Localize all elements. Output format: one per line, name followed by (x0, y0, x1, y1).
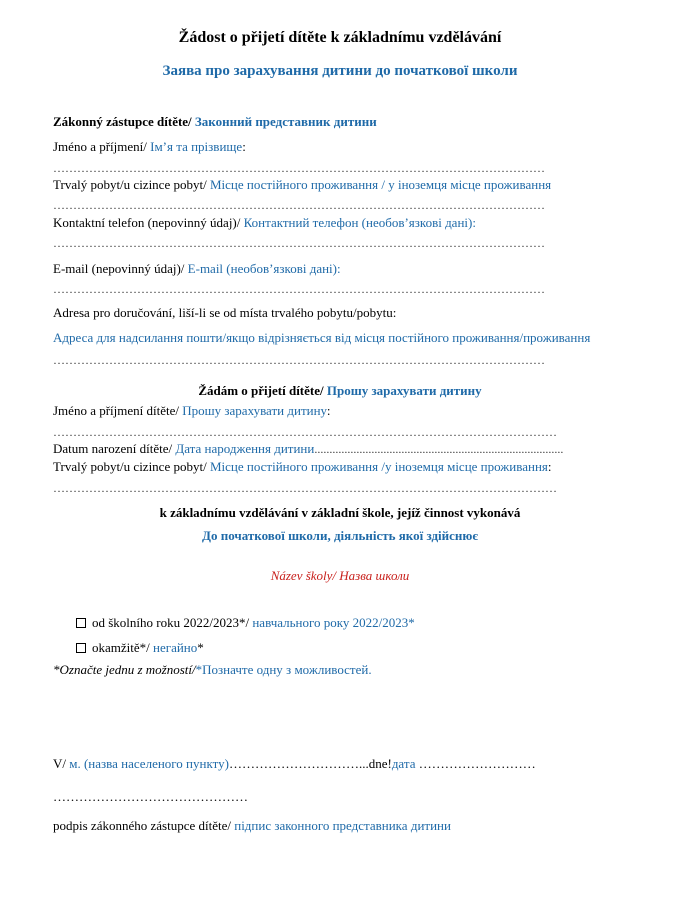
guardian-email-cz: E-mail (nepovinný údaj)/ (53, 261, 185, 276)
place-label-ua: м. (назва населеного пункту) (69, 756, 229, 771)
school-name-field[interactable]: Název školy/ Назва школи (270, 568, 410, 583)
option-immediately-cz: okamžitě*/ (92, 640, 150, 655)
child-dob-ua: Дата народження дитини (175, 441, 315, 456)
guardian-name-suffix: : (242, 139, 246, 154)
place-date-line (53, 756, 536, 772)
child-name-ua: Прошу зарахувати дитину (182, 403, 327, 418)
guardian-phone-label (53, 215, 476, 231)
checkbox-icon[interactable] (76, 643, 86, 653)
signature-label (53, 818, 451, 834)
option-immediately-suffix: * (197, 640, 204, 655)
guardian-residence-label (53, 177, 551, 193)
child-residence-ua: Місце постійного проживання /у іноземця місце проживання (209, 459, 548, 474)
option-immediately-ua: негайно (153, 640, 198, 655)
title-ukrainian: Заява про зарахування дитини до початкової школи (162, 63, 518, 79)
options-note-ua: *Позначте одну з можливостей. (195, 662, 372, 677)
signature-label-ua: підпис законного представника дитини (234, 818, 451, 833)
request-heading (0, 383, 680, 399)
child-name-label (53, 403, 331, 419)
option-school-year-cz: od školního roku 2022/2023*/ (92, 615, 250, 630)
child-residence-suffix: : (547, 459, 552, 474)
signature-label-cz: podpis zákonného zástupce dítěte/ (53, 818, 231, 833)
request-heading-cz: Žádám o přijetí dítěte/ (198, 383, 324, 398)
child-residence-cz: Trvalý pobyt/u cizince pobyt/ (53, 459, 207, 474)
guardian-address-cz: Adresa pro doručování, liší-li se od místa trvalého pobytu/pobytu: (53, 305, 397, 320)
date-label-ua: дата (391, 756, 416, 771)
child-dob-cz: Datum narození dítěte/ (53, 441, 173, 456)
guardian-email-field[interactable]: …………………………………………………………………………………………………………… (53, 282, 545, 296)
place-field[interactable]: …………………………... (228, 756, 369, 771)
guardian-heading (53, 114, 377, 130)
guardian-residence-cz: Trvalý pobyt/u cizince pobyt/ (53, 177, 207, 192)
guardian-address-field[interactable]: …………………………………………………………………………………………………………… (53, 353, 545, 367)
guardian-heading-cz: Zákonný zástupce dítěte/ (53, 114, 192, 129)
guardian-phone-ua: Контактний телефон (необов’язкові дані): (243, 215, 476, 230)
child-name-cz: Jméno a příjmení dítěte/ (53, 403, 179, 418)
school-line-ua: До початкової школи, діяльність якої здійснює (202, 528, 478, 543)
option-immediately[interactable] (76, 640, 204, 656)
guardian-name-ua: Ім’я та прізвище (150, 139, 243, 154)
option-school-year[interactable] (76, 615, 415, 631)
guardian-address-ua: Адреса для надсилання пошти/якщо відрізняється від місця постійного проживання/проживання (53, 330, 591, 345)
place-prefix: V/ (53, 756, 66, 771)
signature-field[interactable]: ……………………………………… (53, 789, 248, 804)
guardian-phone-cz: Kontaktní telefon (nepovinný údaj)/ (53, 215, 241, 230)
date-label-cz: dne! (368, 756, 392, 771)
school-line-cz: k základnímu vzdělávání v základní škole, jejíž činnost vykonává (159, 505, 521, 520)
child-residence-label (53, 459, 552, 475)
guardian-phone-field[interactable]: …………………………………………………………………………………………………………… (53, 236, 545, 250)
guardian-name-label (53, 139, 246, 155)
guardian-email-label (53, 261, 341, 277)
guardian-residence-ua: Місце постійного проживання / у іноземця місце проживання (209, 177, 552, 192)
options-note-cz: *Označte jednu z možností/ (53, 662, 196, 677)
child-name-field[interactable]: ……………………………………………………………………………………………………………… (53, 425, 557, 439)
child-dob-label (53, 441, 563, 457)
guardian-email-ua: E-mail (необов’язкові дані): (187, 261, 341, 276)
child-dob-field[interactable]: ................................................................................... (314, 442, 564, 456)
child-residence-field[interactable]: ……………………………………………………………………………………………………………… (53, 481, 557, 495)
option-school-year-ua: навчального року 2022/2023* (252, 615, 415, 630)
guardian-name-field[interactable]: …………………………………………………………………………………………………………… (53, 161, 545, 175)
guardian-heading-ua: Законний представник дитини (194, 114, 377, 129)
title-czech: Žádost o přijetí dítěte k základnímu vzdělávání (178, 29, 502, 46)
guardian-residence-field[interactable]: …………………………………………………………………………………………………………… (53, 198, 545, 212)
request-heading-ua: Прошу зарахувати дитину (326, 383, 482, 398)
child-name-suffix: : (326, 403, 331, 418)
checkbox-icon[interactable] (76, 618, 86, 628)
options-note (53, 662, 372, 678)
guardian-name-cz: Jméno a příjmení/ (53, 139, 147, 154)
date-field[interactable]: ……………………… (418, 756, 536, 771)
